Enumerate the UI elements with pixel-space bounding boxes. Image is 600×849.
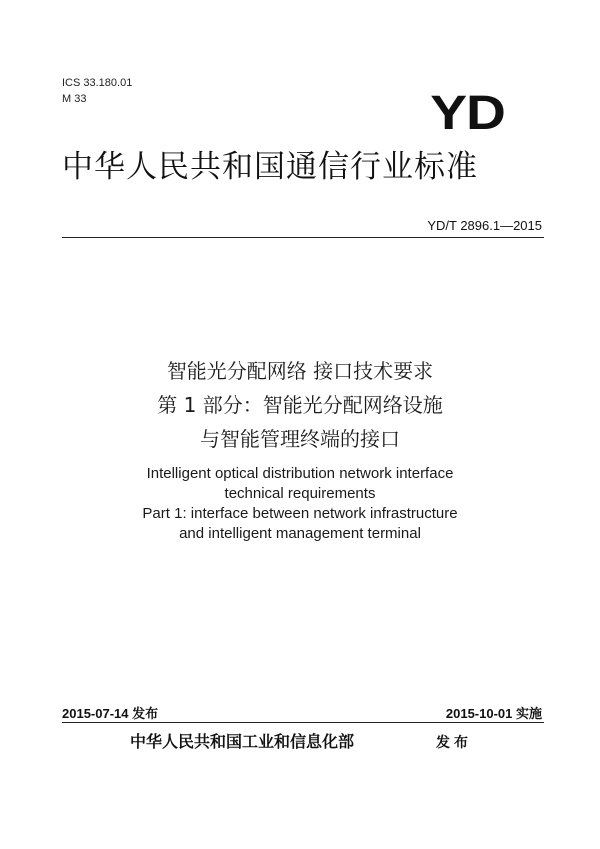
top-divider [62,237,544,238]
organization-title: 中华人民共和国通信行业标准 [62,149,478,185]
publisher-name: 中华人民共和国工业和信息化部 [130,732,355,751]
yd-logo: YD [430,87,505,140]
en-title-line-1: Intelligent optical distribution network interface [146,465,454,482]
publish-label: 发布 [436,735,472,751]
implementation-date: 2015-10-01 实施 [445,706,542,721]
issue-date: 2015-07-14 发布 [62,706,159,721]
bottom-divider [62,722,544,723]
cn-title-line-3: 与智能管理终端的接口 [200,427,400,451]
en-title-line-4: and intelligent management terminal [179,525,421,542]
cn-title-line-2: 第 1 部分：智能光分配网络设施 [157,393,443,417]
ics-code: ICS 33.180.01 [62,77,133,89]
en-title-line-3: Part 1: interface between network infrastructure [142,505,458,522]
category-code: M 33 [62,93,87,105]
en-title-line-2: technical requirements [224,485,376,502]
standard-number: YD/T 2896.1—2015 [427,218,542,233]
cn-title-line-1: 智能光分配网络 接口技术要求 [166,359,434,383]
